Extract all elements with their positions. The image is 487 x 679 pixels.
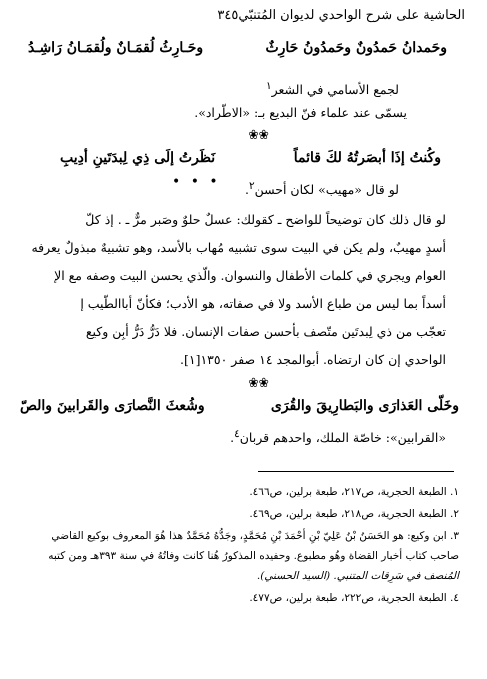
page-number: ٣٤٥ <box>217 8 239 23</box>
body3-line: «القرابين»: خاصّة الملك، واحدهم قربان$^٤$. <box>230 428 446 446</box>
ellipsis-dots: • • • <box>172 174 221 190</box>
verse2-right: وكُنتُ إذَا أبصَرتُهُ لكَ قائماً <box>293 150 441 166</box>
footnote-separator <box>258 471 454 472</box>
body2-line6: تعجّب من ذي لِبدتَين متّصف بأحسن صفات الإنسان. فلا دَرُّ دَرُّ أبِن وكيع <box>85 324 446 339</box>
footnote-4: ٤. الطبعة الحجرية، ص٢٢٢، طبعة برلين، ص٤٧٧. <box>249 592 459 604</box>
footnote-3-line3: المُنصف في سَرِقات المتنبي. (السيد الحسني). <box>256 570 459 582</box>
footnote-1: ١. الطبعة الحجرية، ص٢١٧، طبعة برلين، ص٤٦٦. <box>249 486 459 498</box>
header-title: الحاشية على شرح الواحدي لديوان المُتنبّي <box>238 8 465 23</box>
ornament-divider: ❀❀ <box>248 376 269 391</box>
body2-line1: لو قال «مهيب» لكان أحسن$^٢$. <box>245 180 399 198</box>
body2-line4: العوام ويجري في كلمات الأطفال والنسوان. والّذي يحسن البيت وصفه مع الإ <box>54 268 446 283</box>
body2-line3: أسدٍ مهيبٌ، ولم يكن في البيت سوى تشبيه مُهاب بالأسد، وهو تشبيهٌ مبذولٌ يعرفه <box>31 240 446 255</box>
body2-line2: لو قال ذلك كان توضيحاً للواضح ـ كقولك: عسلٌ حلوٌ وصَبر مرٌّ ـ . إذ كلّ <box>85 212 446 227</box>
verse3-left: وشُعثَ النَّصارَى والقَرابينَ والصّ <box>20 398 205 414</box>
body2-line5: أسداً بما ليس من طباع الأسد ولا في صفاته، هو الأدب؛ فكأنّ أباالطّيب إ <box>80 296 446 311</box>
ornament-divider: ❀❀ <box>248 128 269 143</box>
body1-line2: يسمّى عند علماء فنّ البديع بـ: «الاطّراد». <box>194 105 407 120</box>
footnote-3-line1: ٣. ابن وكيع: هو الحَسَنُ بْنُ عَلِيّ بْنِ أحْمَدَ بْنِ مُحَمَّدٍ، وجَدُّهُ مُحَمَّدٌ هذا هُوَ المعروف بوكيع القاضي <box>51 530 459 542</box>
verse3-right: وخَلّى العَذارَى والبَطارِيقَ والقُرَى <box>270 398 459 414</box>
body2-line7: الواحدي إن كان ارتضاه. أبوالمجد ١٤ صفر ١٣٥٠[١]. <box>180 352 446 367</box>
running-header <box>217 8 465 23</box>
footnote-3-line2: صاحب كتاب أخبار القضاة وهُو مطبوع. وحفيده المذكورُ هُنا كانت وفاتُهُ في سنة ٣٩٣هـ ومن كتبه <box>48 550 459 562</box>
verse2-left: نَظَرتُ إلَى ذِي لِبدَتَينِ أدِيبِ <box>60 150 216 166</box>
verse1-right: وحَمدانُ حَمدُونٌ وحَمدُونُ حَارِثٌ <box>265 40 447 56</box>
verse1-left: وحَـارِثُ لُقمَـانٌ ولُقمَـانُ رَاشِـدُ <box>28 40 204 56</box>
footnote-2: ٢. الطبعة الحجرية، ص٢١٨، طبعة برلين، ص٤٦٩. <box>249 508 459 520</box>
body1-line1: لجمع الأسامي في الشعر$^١$ <box>265 80 399 98</box>
